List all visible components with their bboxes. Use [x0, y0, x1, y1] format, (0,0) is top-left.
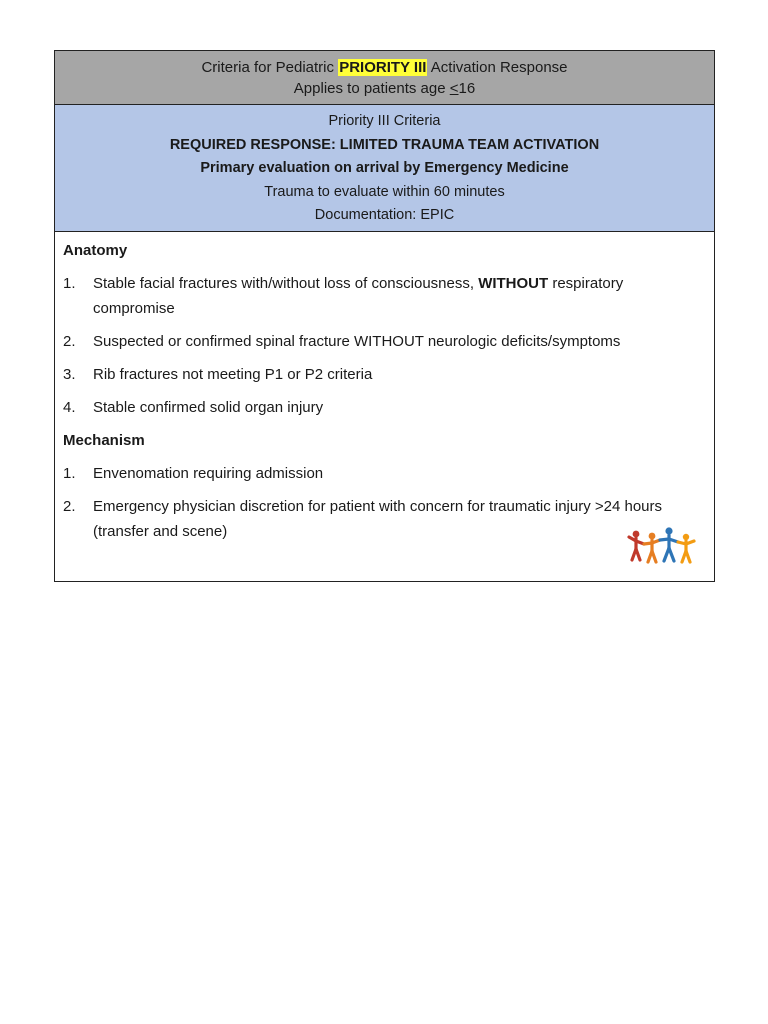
age-value: 16 — [458, 80, 476, 97]
anatomy-list — [63, 271, 706, 420]
item-number: 1. — [63, 464, 76, 482]
item-number: 4. — [63, 398, 76, 416]
trauma-evaluation-time: Trauma to evaluate within 60 minutes — [264, 183, 505, 200]
item-number: 1. — [63, 274, 76, 292]
criteria-summary — [55, 105, 714, 232]
anatomy-heading: Anatomy — [63, 241, 128, 259]
item-text: Emergency physician discretion for patient with concern for traumatic injury >24 hours (transfer and scene) — [93, 497, 663, 540]
criteria-content — [55, 232, 714, 581]
required-response: REQUIRED RESPONSE: LIMITED TRAUMA TEAM ACTIVATION — [169, 136, 600, 153]
list-item — [63, 271, 706, 321]
item-number: 2. — [63, 497, 76, 515]
item-text-part: Stable facial fractures with/without loss of consciousness, — [93, 274, 479, 292]
header-title — [63, 57, 706, 78]
item-number: 3. — [63, 365, 76, 383]
document-header — [55, 51, 714, 105]
item-text: Envenomation requiring admission — [93, 464, 324, 482]
mechanism-heading: Mechanism — [63, 431, 145, 449]
item-text: Suspected or confirmed spinal fracture WITHOUT neurologic deficits/symptoms — [93, 332, 621, 350]
documentation-line: Documentation: EPIC — [314, 207, 455, 223]
figure-red — [629, 530, 644, 559]
header-age-line — [63, 78, 706, 99]
item-text: Rib fractures not meeting P1 or P2 criteria — [93, 365, 373, 383]
item-text: Stable confirmed solid organ injury — [93, 398, 324, 416]
list-item — [63, 329, 706, 354]
children-holding-hands-icon — [626, 525, 698, 565]
item-text-emphasis: WITHOUT — [478, 274, 549, 292]
age-prefix: Applies to patients age — [293, 80, 450, 97]
header-title-suffix: Activation Response — [427, 59, 568, 76]
primary-evaluation: Primary evaluation on arrival by Emergency Medicine — [200, 160, 569, 176]
list-item — [63, 395, 706, 420]
criteria-document — [54, 50, 715, 582]
figure-blue — [660, 527, 678, 561]
item-text-part: respiratory compromise — [93, 274, 624, 317]
list-item — [63, 494, 706, 544]
age-symbol: < — [449, 80, 459, 97]
mechanism-list — [63, 461, 706, 544]
header-title-prefix: Criteria for Pediatric — [201, 59, 339, 76]
list-item — [63, 461, 706, 486]
item-text — [93, 271, 706, 321]
item-number: 2. — [63, 332, 76, 350]
priority-highlight: PRIORITY III — [339, 59, 427, 76]
criteria-title: Priority III Criteria — [328, 113, 441, 129]
list-item — [63, 362, 706, 387]
figure-orange — [644, 532, 660, 561]
figure-yellow — [678, 533, 694, 561]
